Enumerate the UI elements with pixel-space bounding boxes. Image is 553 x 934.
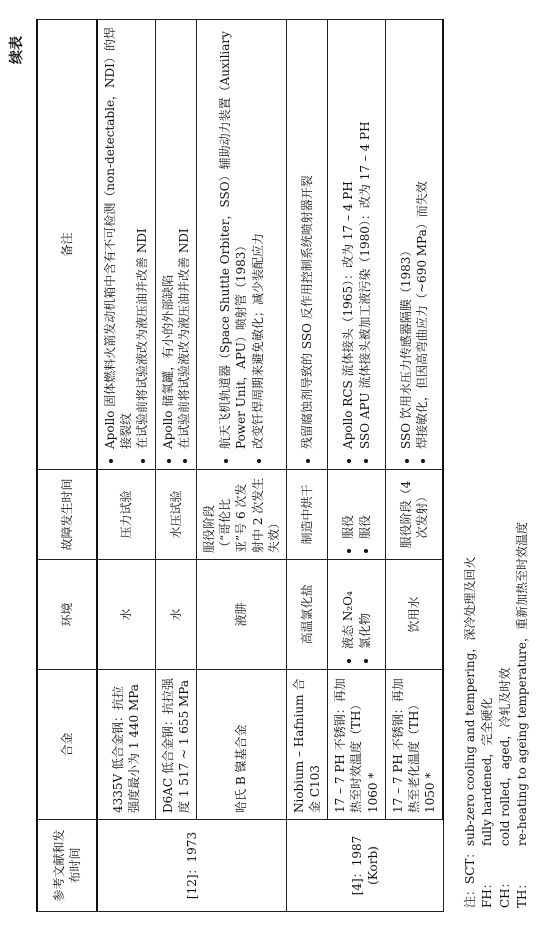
- alloy-cell: 哈氏 B 镍基合金: [196, 670, 286, 820]
- time-cell: [328, 470, 386, 560]
- header-ref: 参考文献和发布时间: [37, 820, 97, 912]
- notes-cell: [385, 20, 443, 470]
- notes-cell: [97, 20, 155, 470]
- ref-cell: [4]：1987 (Korb): [286, 820, 443, 912]
- header-time: 故障发生时间: [37, 470, 97, 560]
- alloy-cell: D6AC 低合金钢：抗拉强度 1 517 ~ 1 655 MPa: [155, 670, 196, 820]
- table-row: [385, 20, 443, 912]
- table-row: [196, 20, 286, 912]
- note-item: • 残留腐蚀剂导致的 SSO 反作用控制系统喷射器开裂: [299, 26, 315, 449]
- notes-cell: [155, 20, 196, 470]
- table-row: [97, 20, 155, 912]
- env-item: • 氯化物: [357, 566, 373, 649]
- footnote-text: sub-zero cooling and tempering，深冷处理及回火: [463, 556, 477, 846]
- footnote-row: [462, 28, 479, 908]
- footnote-label: 注：SCT：: [463, 846, 477, 908]
- alloy-cell: 17 – 7 PH 不锈钢：再加热至时效温度（TH）1060 *: [328, 670, 386, 820]
- notes-cell: [196, 20, 286, 470]
- footnote-row: [497, 28, 514, 908]
- time-cell: 服役阶段（4 次发射）: [385, 470, 443, 560]
- env-item: • 液态 N₂O₄: [340, 566, 356, 649]
- header-env: 环境: [37, 560, 97, 670]
- time-item: • 服役: [340, 476, 356, 539]
- footnote-label: FH：: [480, 877, 495, 908]
- footnote-label: CH：: [497, 876, 512, 908]
- note-item: • 焊接敏化，但因高弯曲应力（~690 MPa）而失效: [414, 26, 430, 449]
- alloy-cell: 4335V 低合金钢：抗拉强度最小为 1 440 MPa: [97, 670, 155, 820]
- continued-label: 续表: [9, 36, 25, 64]
- env-cell: 高温氯化盐: [286, 560, 327, 670]
- env-cell: 液肼: [196, 560, 286, 670]
- table-header-row: [37, 20, 97, 912]
- footnotes: [462, 28, 532, 908]
- footnote-text: cold rolled，aged，冷轧及时效: [497, 667, 512, 846]
- time-item: • 服役: [357, 476, 373, 539]
- note-item: • 改变钎焊周期来避免敏化；减少装配应力: [250, 26, 266, 449]
- footnote-label: TH：: [515, 877, 530, 908]
- time-cell: 服役阶段（“哥伦比亚”号 6 次发射中 2 次发生失效）: [196, 470, 286, 560]
- env-cell: 水: [155, 560, 196, 670]
- env-cell: 水: [97, 560, 155, 670]
- env-cell: [328, 560, 386, 670]
- env-cell: 饮用水: [385, 560, 443, 670]
- notes-cell: [286, 20, 327, 470]
- ref-cell: [12]：1973: [97, 820, 286, 912]
- table-row: [286, 20, 327, 912]
- footnote-row: [514, 28, 531, 908]
- footnote-text: re-heating to ageing temperature，重新加热至时效温度: [515, 522, 530, 846]
- header-notes: 备注: [37, 20, 97, 470]
- time-cell: 压力试验: [97, 470, 155, 560]
- note-item: • Apollo 储氧罐，有小的外部缺陷: [160, 26, 176, 449]
- note-item: • SSO 饮用水压力传感器隔膜（1983）: [398, 26, 414, 449]
- notes-cell: [328, 20, 386, 470]
- footnote-row: [479, 28, 496, 908]
- alloy-cell: Niobium – Hafnium 合金 C103: [286, 670, 327, 820]
- table-row: [328, 20, 386, 912]
- note-item: • 在试验前将试验液改为液压油并改善 NDI: [134, 26, 150, 449]
- alloy-cell: 17 – 7 PH 不锈钢：再加热至老化温度（TH）1050 *: [385, 670, 443, 820]
- table-row: [155, 20, 196, 912]
- time-cell: 制造中烘干: [286, 470, 327, 560]
- note-item: • Apollo RCS 流体接头（1965）：改为 17 – 4 PH: [340, 26, 356, 449]
- footnote-text: fully hardened，完全硬化: [480, 697, 495, 846]
- header-alloy: 合金: [37, 670, 97, 820]
- note-item: • 航天飞机轨道器（Space Shuttle Orbiter，SSO）辅助动力装置（Auxiliary Power Unit，APU）喷射管（1983）: [217, 26, 249, 449]
- note-item: • SSO APU 流体接头被加工液污染（1980）：改为 17 – 4 PH: [357, 26, 373, 449]
- note-item: • Apollo 固体燃料火箭发动机箱中含有不可检测（non-detectable，NDI）的焊接裂纹: [102, 26, 134, 449]
- note-item: • 在试验前将试验液改为液压油并改善 NDI: [176, 26, 192, 449]
- failure-table: [36, 19, 444, 912]
- time-cell: 水压试验: [155, 470, 196, 560]
